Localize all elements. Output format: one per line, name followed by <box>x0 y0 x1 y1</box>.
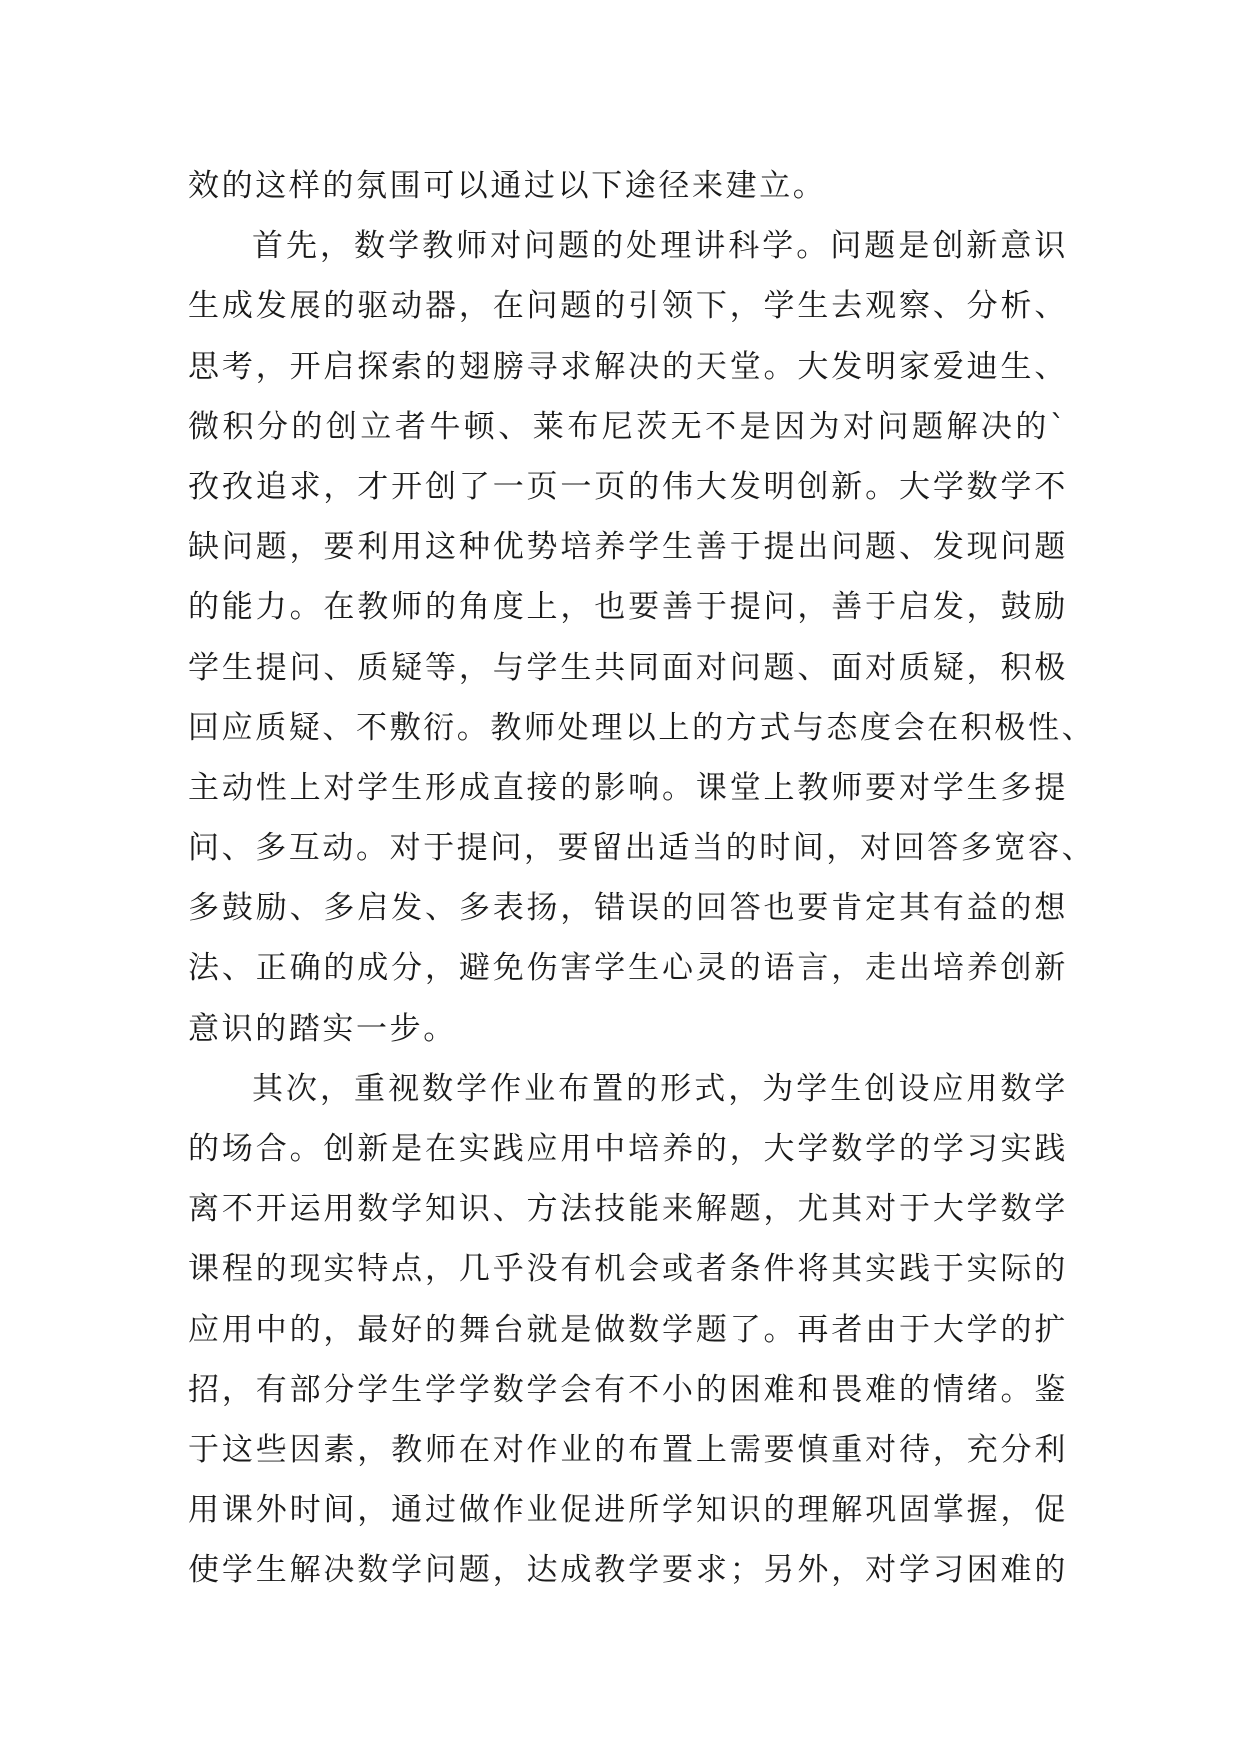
text-line: 课程的现实特点，几乎没有机会或者条件将其实践于实际的 <box>188 1251 1068 1288</box>
text-line: 意识的踏实一步。 <box>188 1010 457 1047</box>
text-line: 思考，开启探索的翅膀寻求解决的天堂。大发明家爱迪生、 <box>188 348 1068 385</box>
text-line: 的场合。创新是在实践应用中培养的，大学数学的学习实践 <box>188 1131 1068 1167</box>
text-line: 效的这样的氛围可以通过以下途径来建立。 <box>188 168 827 204</box>
text-line: 多鼓励、多启发、多表扬，错误的回答也要肯定其有益的想 <box>188 890 1068 927</box>
text-line: 离不开运用数学知识、方法技能来解题，尤其对于大学数学 <box>188 1191 1068 1228</box>
text-line: 缺问题，要利用这种优势培养学生善于提出问题、发现问题 <box>188 529 1068 566</box>
text-line: 应用中的，最好的舞台就是做数学题了。再者由于大学的扩 <box>188 1311 1068 1348</box>
text-line: 用课外时间，通过做作业促进所学知识的理解巩固掌握，促 <box>188 1492 1068 1529</box>
text-line: 生成发展的驱动器，在问题的引领下，学生去观察、分析、 <box>188 288 1068 325</box>
text-line: 学生提问、质疑等，与学生共同面对问题、面对质疑，积极 <box>188 649 1068 686</box>
text-line: 回应质疑、不敷衍。教师处理以上的方式与态度会在积极性、 <box>188 709 1096 746</box>
text-line: 主动性上对学生形成直接的影响。课堂上教师要对学生多提 <box>188 769 1068 806</box>
text-line: 使学生解决数学问题，达成教学要求；另外，对学习困难的 <box>188 1552 1068 1589</box>
paragraph-first-line: 首先，数学教师对问题的处理讲科学。问题是创新意识 <box>252 228 1068 265</box>
body-text <box>188 156 1096 1601</box>
text-line: 问、多互动。对于提问，要留出适当的时间，对回答多宽容、 <box>188 830 1096 867</box>
text-line: 微积分的创立者牛顿、莱布尼茨无不是因为对问题解决的` <box>188 408 1068 445</box>
paragraph-first-line: 其次，重视数学作业布置的形式，为学生创设应用数学 <box>252 1070 1068 1107</box>
text-line: 孜孜追求，才开创了一页一页的伟大发明创新。大学数学不 <box>188 468 1068 505</box>
text-line: 于这些因素，教师在对作业的布置上需要慎重对待，充分利 <box>188 1431 1068 1468</box>
text-line: 法、正确的成分，避免伤害学生心灵的语言，走出培养创新 <box>188 950 1068 987</box>
text-line: 招，有部分学生学学数学会有不小的困难和畏难的情绪。鉴 <box>188 1371 1068 1408</box>
text-line: 的能力。在教师的角度上，也要善于提问，善于启发，鼓励 <box>188 589 1068 626</box>
